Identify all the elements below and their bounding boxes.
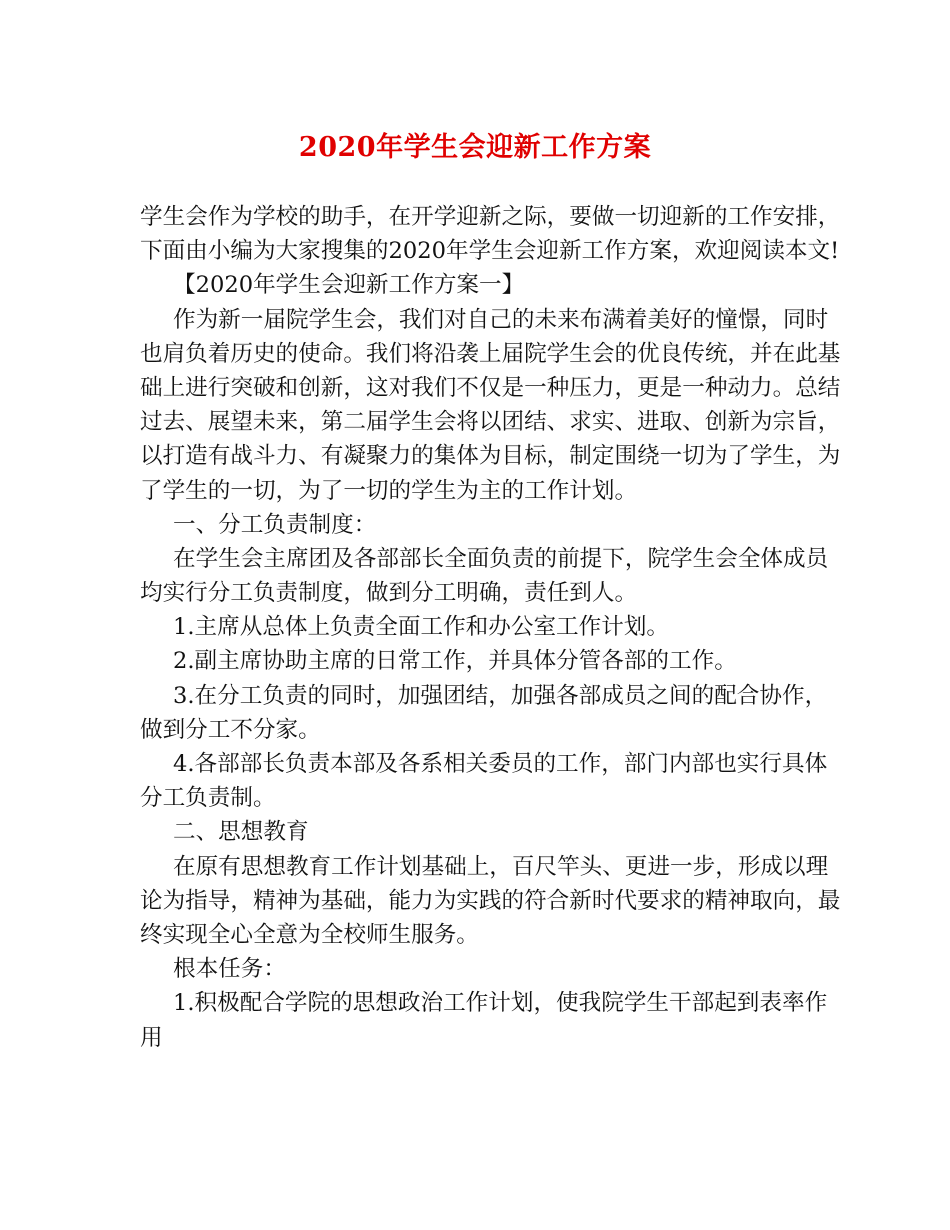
text-line: 2.副主席协助主席的日常工作，并具体分管各部的工作。: [173, 648, 737, 675]
document-title: 2020年学生会迎新工作方案: [298, 132, 652, 163]
text-line: 在学生会主席团及各部部长全面负责的前提下，院学生会全体成员: [173, 545, 829, 572]
text-line: 在原有思想教育工作计划基础上，百尺竿头、更进一步，形成以理: [173, 853, 829, 880]
text-line: 础上进行突破和创新，这对我们不仅是一种压力，更是一种动力。总结: [140, 374, 841, 401]
text-line: 下面由小编为大家搜集的2020年学生会迎新工作方案，欢迎阅读本文!: [140, 238, 840, 265]
text-line: 学生会作为学校的助手，在开学迎新之际，要做一切迎新的工作安排，: [140, 204, 841, 230]
text-line: 4.各部部长负责本部及各系相关委员的工作，部门内部也实行具体: [173, 751, 828, 777]
text-line: 1.主席从总体上负责全面工作和办公室工作计划。: [173, 614, 670, 641]
text-line: 过去、展望未来，第二届学生会将以团结、求实、进取、创新为宗旨，: [140, 409, 841, 436]
text-line: 3.在分工负责的同时，加强团结，加强各部成员之间的配合协作，: [173, 682, 828, 709]
text-line: 分工负责制。: [140, 785, 276, 812]
text-line: 了学生的一切，为了一切的学生为主的工作计划。: [140, 477, 638, 504]
text-line: 均实行分工负责制度，做到分工明确，责任到人。: [140, 580, 638, 607]
text-line: 一、分工负责制度：: [173, 511, 377, 538]
text-line: 1.积极配合学院的思想政治工作计划，使我院学生干部起到表率作: [173, 990, 828, 1017]
text-line: 做到分工不分家。: [140, 716, 321, 743]
text-line: 终实现全心全意为全校师生服务。: [140, 921, 479, 948]
text-line: 论为指导，精神为基础，能力为实践的符合新时代要求的精神取向，最: [140, 887, 841, 914]
text-line: 根本任务：: [173, 956, 286, 983]
text-line: 作为新一届院学生会，我们对自己的未来布满着美好的憧憬，同时: [173, 306, 829, 333]
text-line: 用: [140, 1024, 163, 1051]
text-line: 【2020年学生会迎新工作方案一】: [173, 272, 525, 299]
text-line: 也肩负着历史的使命。我们将沿袭上届院学生会的优良传统，并在此基: [140, 340, 841, 367]
document-body: [140, 200, 841, 1055]
text-line: 二、思想教育: [173, 819, 309, 846]
text-line: 以打造有战斗力、有凝聚力的集体为目标，制定围绕一切为了学生，为: [140, 443, 841, 470]
